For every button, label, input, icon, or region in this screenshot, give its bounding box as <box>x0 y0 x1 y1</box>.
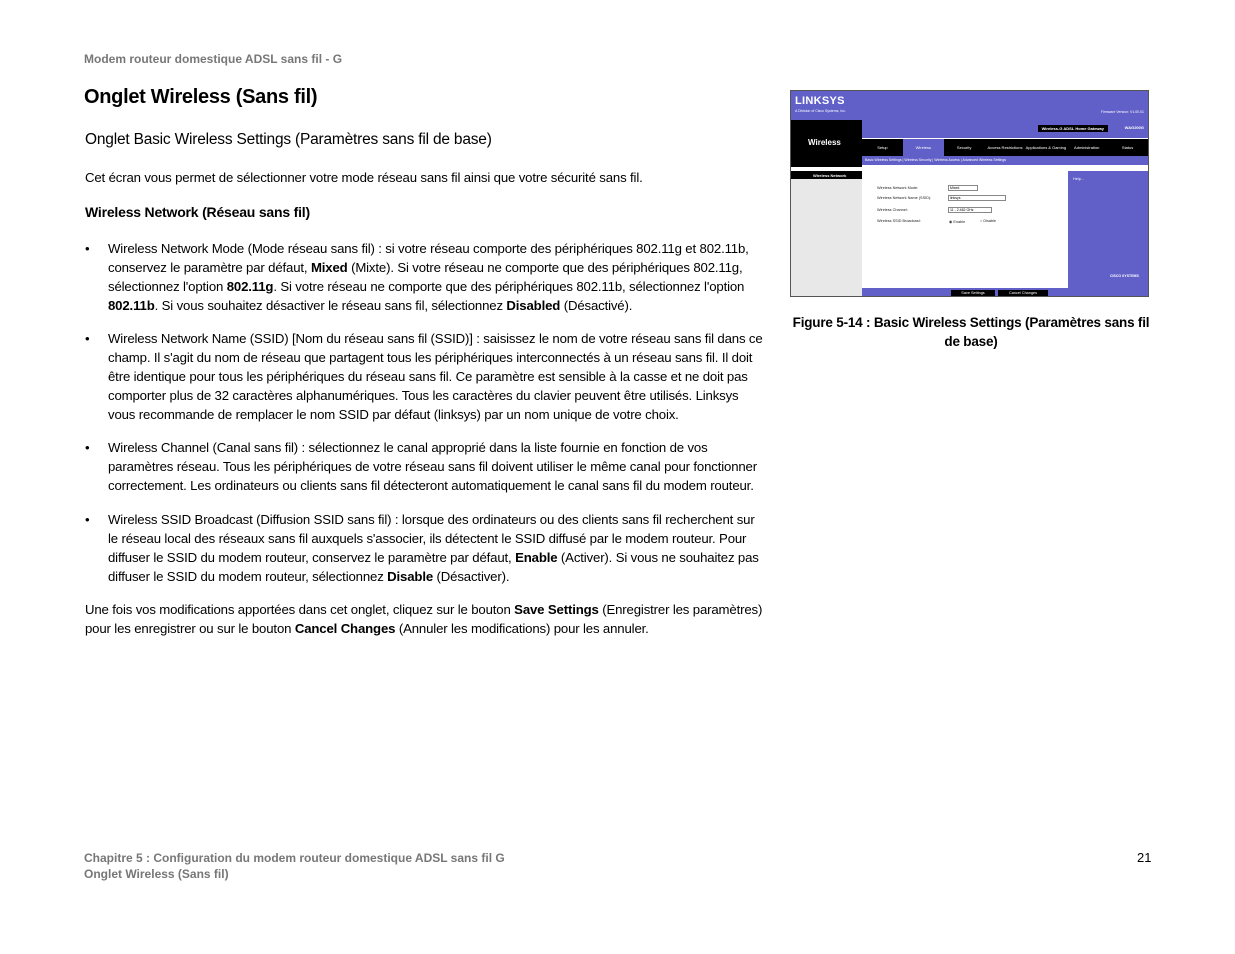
tab-wireless[interactable]: Wireless <box>903 139 944 156</box>
bullet-dot: • <box>85 331 90 346</box>
section-heading: Wireless Network (Réseau sans fil) <box>85 204 310 220</box>
figure-caption: Figure 5-14 : Basic Wireless Settings (Paramètres sans fil de base) <box>792 315 1150 349</box>
tab-administration[interactable]: Administration <box>1074 145 1100 150</box>
firmware-version: Firmware Version: V1.00.01 <box>1100 110 1144 114</box>
page-subtitle: Onglet Basic Wireless Settings (Paramètres sans fil de base) <box>85 131 492 148</box>
tab-setup[interactable]: Setup <box>877 145 888 150</box>
bullet-item-channel <box>85 438 765 495</box>
footer-chapter <box>84 850 505 882</box>
figure-tab-bar <box>862 139 1148 156</box>
figure-screenshot <box>790 90 1149 297</box>
intro-paragraph: Cet écran vous permet de sélectionner votre mode réseau sans fil ainsi que votre sécurité sans fil. <box>85 170 643 185</box>
figure-section-title: Wireless <box>808 138 841 147</box>
bullet-text: Wireless Network Name (SSID) [Nom du réseau sans fil (SSID)] : saisissez le nom de votre réseau sans fil dans ce champ. Il s'agit du nom de réseau que partagent tous les périphériques interconnectés à un réseau sans fil. Il doit être identique pour tous les périphériques du réseau sans fil. Ce paramètre est sensible à la casse et ne doit pas comporter plus de 32 caractères alphanumériques. Tous les caractères du clavier peuvent être utilisés. Linksys vous recommande de remplacer le nom SSID par défaut (linksys) par un nom unique de votre choix. <box>108 331 763 422</box>
broadcast-label: Wireless SSID Broadcast: <box>877 219 921 223</box>
save-settings-button[interactable]: Save Settings <box>951 290 995 296</box>
disable-radio[interactable]: ○ Disable <box>980 219 997 223</box>
tab-status[interactable]: Status <box>1121 145 1134 150</box>
running-header: Modem routeur domestique ADSL sans fil - G <box>84 52 343 66</box>
page-number: 21 <box>1137 850 1152 865</box>
closing-paragraph: Une fois vos modifications apportées dans cet onglet, cliquez sur le bouton Save Settings (Enregistrer les paramètres) pour les enregistrer ou sur le bouton Cancel Changes (Annuler les modifications) pour les annuler. <box>85 602 763 636</box>
bullet-dot: • <box>85 241 90 256</box>
left-panel-heading: Wireless Network <box>791 171 862 179</box>
tab-access-restrictions[interactable]: Access Restrictions <box>987 145 1023 150</box>
product-name: Wireless-G ADSL Home Gateway <box>1038 125 1108 132</box>
mode-label: Wireless Network Mode: <box>877 186 919 190</box>
page-title: Onglet Wireless (Sans fil) <box>84 86 318 108</box>
bullet-item-ssid <box>85 329 765 424</box>
channel-select[interactable]: 11 - 2.462 GHz <box>948 207 992 213</box>
ssid-input[interactable]: linksys <box>948 195 1006 201</box>
linksys-logo: LINKSYS <box>795 95 845 107</box>
figure-product-bar <box>862 120 1148 138</box>
footer-line-2: Onglet Wireless (Sans fil) <box>84 867 229 881</box>
model-number: WAG200G <box>1124 125 1144 130</box>
tab-security[interactable]: Security <box>956 145 972 150</box>
figure-subtabs[interactable]: Basic Wireless Settings | Wireless Security | Wireless Access | Advanced Wireless Settings <box>862 156 1148 165</box>
figure-button-bar <box>862 288 1068 297</box>
ssid-label: Wireless Network Name (SSID): <box>877 196 932 200</box>
bullet-dot: • <box>85 512 90 527</box>
bullet-text: Wireless Channel (Canal sans fil) : sélectionnez le canal approprié dans la liste fournie en fonction de vos paramètres réseau. Tous les périphériques de votre réseau sans fil doivent utiliser le même canal pour fonctionner correctement. Les ordinateurs ou clients sans fil détecteront automatiquement le canal sans fil du modem routeur. <box>108 440 757 493</box>
bullet-item-ssid-broadcast <box>85 510 765 586</box>
bullet-dot: • <box>85 440 90 455</box>
footer-line-1: Chapitre 5 : Configuration du modem routeur domestique ADSL sans fil G <box>84 851 505 865</box>
figure-top-band <box>791 91 1148 120</box>
bullet-text: Wireless Network Mode (Mode réseau sans fil) : si votre réseau comporte des périphériques 802.11g et 802.11b, conservez le paramètre par défaut, Mixed (Mixte). Si votre réseau ne comporte que des périphériques 802.11g, sélectionnez l'option 802.11g. Si votre réseau ne comporte que des périphériques 802.11b, sélectionnez l'option 802.11b. Si vous souhaitez désactiver le réseau sans fil, sélectionnez Disabled (Désactivé). <box>108 241 749 313</box>
enable-radio[interactable]: ◉ Enable <box>949 220 966 224</box>
logo-tagline: A Division of Cisco Systems, Inc. <box>795 109 846 113</box>
figure-left-panel <box>791 171 862 297</box>
cancel-changes-button[interactable]: Cancel Changes <box>998 290 1048 296</box>
cisco-logo: CISCO SYSTEMS <box>1110 274 1139 278</box>
bullet-item-network-mode <box>85 239 765 315</box>
bullet-text: Wireless SSID Broadcast (Diffusion SSID sans fil) : lorsque des ordinateurs ou des clients sans fil recherchent sur le réseau local des réseaux sans fil auxquels s'associer, ils détectent le SSID diffusé par le modem routeur. Pour diffuser le SSID du modem routeur, conservez le paramètre par défaut, Enable (Activer). Si vous ne souhaitez pas diffuser le SSID du modem routeur, sélectionnez Disable (Désactiver). <box>108 512 759 584</box>
tab-applications-gaming[interactable]: Applications & Gaming <box>1025 145 1067 150</box>
mode-select[interactable]: Mixed <box>948 185 978 191</box>
channel-label: Wireless Channel: <box>877 208 908 212</box>
figure-help-panel <box>1068 171 1148 297</box>
help-link[interactable]: Help... <box>1073 177 1084 181</box>
